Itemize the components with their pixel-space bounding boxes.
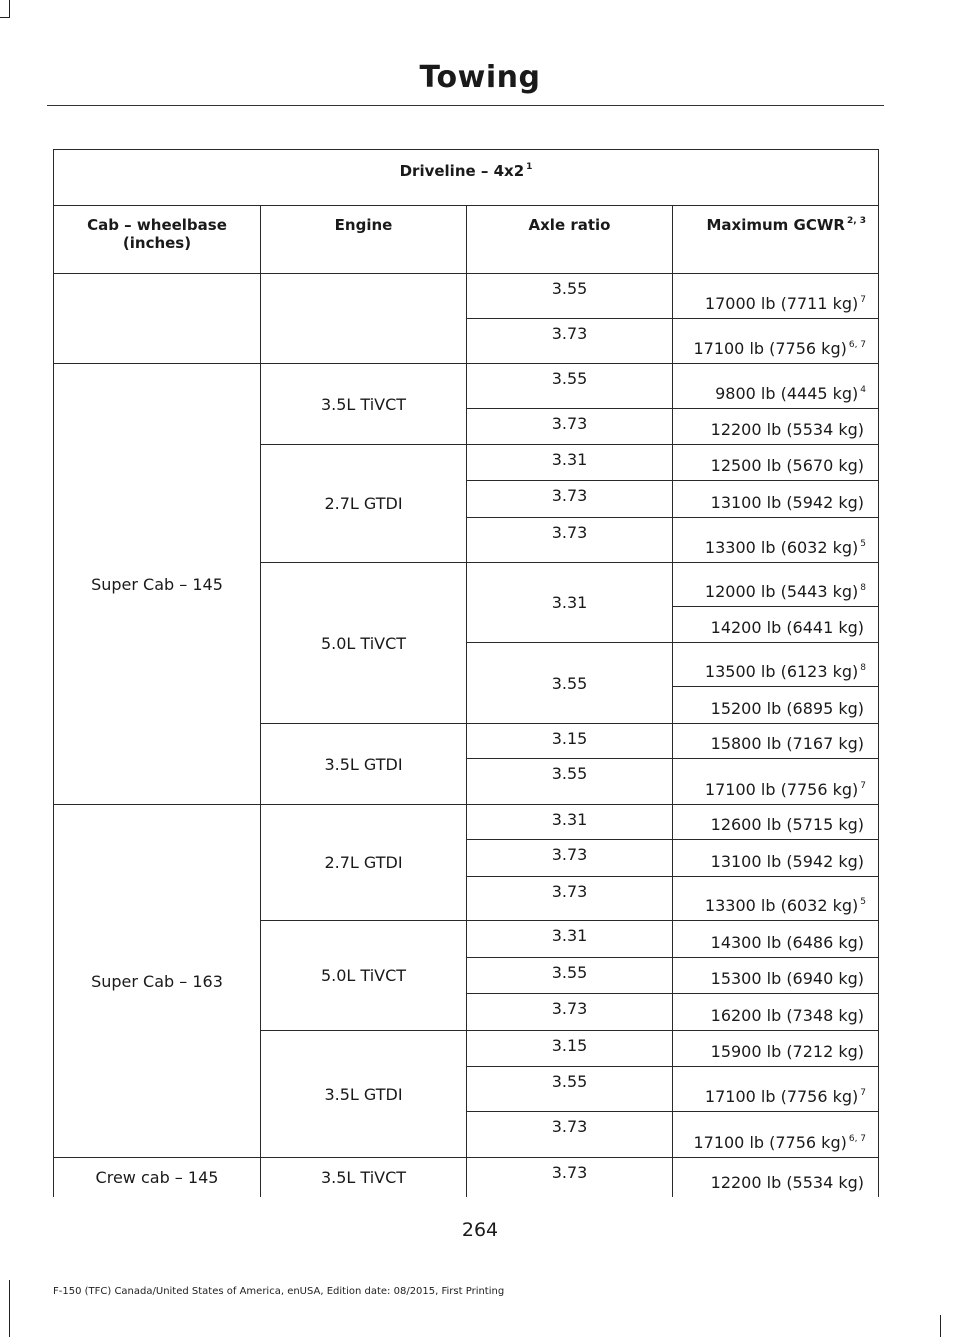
- gcwr-cell: 15200 lb (6895 kg): [673, 687, 879, 724]
- gcwr-cell: 15900 lb (7212 kg): [673, 1031, 879, 1067]
- gcwr-cell: 13300 lb (6032 kg) $^5$: [673, 518, 879, 563]
- table-row: [54, 1158, 879, 1197]
- crop-mark: [9, 1280, 10, 1337]
- column-header-cab: Cab – wheelbase (inches): [54, 206, 261, 274]
- axle-ratio-cell: 3.55: [467, 1067, 673, 1112]
- gcwr-cell: 12500 lb (5670 kg): [673, 445, 879, 481]
- engine-cell: 3.5L TiVCT: [261, 1158, 467, 1197]
- gcwr-cell: 17100 lb (7756 kg) $^{6, 7}$: [673, 1112, 879, 1158]
- gcwr-cell: 12600 lb (5715 kg): [673, 805, 879, 840]
- crop-mark: [940, 1315, 941, 1337]
- axle-ratio-cell: 3.31: [467, 921, 673, 958]
- footer-text: F-150 (TFC) Canada/United States of America, enUSA, Edition date: 08/2015, First Printing: [53, 1286, 505, 1297]
- engine-cell: 3.5L TiVCT: [261, 364, 467, 445]
- crop-mark: [9, 0, 10, 17]
- cab-cell: Crew cab – 145: [54, 1158, 261, 1197]
- table-caption: Driveline – 4x2 $^1$: [54, 150, 879, 206]
- table-row: [54, 805, 879, 840]
- cab-cell: [54, 274, 261, 364]
- axle-ratio-cell: 3.73: [467, 877, 673, 921]
- gcwr-cell: 13100 lb (5942 kg): [673, 481, 879, 518]
- column-header-engine: Engine: [261, 206, 467, 274]
- axle-ratio-cell: 3.73: [467, 518, 673, 563]
- header-row: [54, 206, 879, 274]
- axle-ratio-cell: 3.73: [467, 409, 673, 445]
- engine-cell: 3.5L GTDI: [261, 724, 467, 805]
- table-row: [54, 274, 879, 319]
- column-header-axle-ratio: Axle ratio: [467, 206, 673, 274]
- gcwr-cell: 9800 lb (4445 kg) $^4$: [673, 364, 879, 409]
- gcwr-cell: 13100 lb (5942 kg): [673, 840, 879, 877]
- gcwr-cell: 13500 lb (6123 kg) $^8$: [673, 643, 879, 687]
- page-title: Towing: [419, 60, 541, 95]
- gcwr-cell: 15300 lb (6940 kg): [673, 958, 879, 994]
- gcwr-cell: 17100 lb (7756 kg) $^7$: [673, 759, 879, 805]
- gcwr-cell: 12000 lb (5443 kg) $^8$: [673, 563, 879, 607]
- axle-ratio-cell: 3.73: [467, 481, 673, 518]
- axle-ratio-cell: 3.55: [467, 958, 673, 994]
- axle-ratio-cell: 3.73: [467, 994, 673, 1031]
- title-divider: [47, 105, 884, 106]
- engine-cell: 3.5L GTDI: [261, 1031, 467, 1158]
- axle-ratio-cell: 3.73: [467, 1158, 673, 1197]
- axle-ratio-cell: 3.31: [467, 563, 673, 643]
- engine-cell: [261, 274, 467, 364]
- gcwr-cell: 14300 lb (6486 kg): [673, 921, 879, 958]
- gcwr-cell: 16200 lb (7348 kg): [673, 994, 879, 1031]
- engine-cell: 2.7L GTDI: [261, 445, 467, 563]
- gcwr-cell: 17100 lb (7756 kg) $^7$: [673, 1067, 879, 1112]
- gcwr-cell: 15800 lb (7167 kg): [673, 724, 879, 759]
- axle-ratio-cell: 3.31: [467, 445, 673, 481]
- engine-cell: 2.7L GTDI: [261, 805, 467, 921]
- axle-ratio-cell: 3.15: [467, 724, 673, 759]
- gcwr-cell: 13300 lb (6032 kg) $^5$: [673, 877, 879, 921]
- column-header-gcwr: Maximum GCWR $^{2, 3}$: [673, 206, 879, 274]
- page-number: 264: [461, 1219, 499, 1241]
- gcwr-cell: 12200 lb (5534 kg): [673, 1158, 879, 1197]
- axle-ratio-cell: 3.73: [467, 319, 673, 364]
- gcwr-cell: 17000 lb (7711 kg) $^7$: [673, 274, 879, 319]
- crop-mark: [0, 17, 10, 18]
- axle-ratio-cell: 3.31: [467, 805, 673, 840]
- engine-cell: 5.0L TiVCT: [261, 563, 467, 724]
- cab-cell: Super Cab – 145: [54, 364, 261, 805]
- axle-ratio-cell: 3.55: [467, 364, 673, 409]
- table-row: [54, 364, 879, 409]
- axle-ratio-cell: 3.55: [467, 759, 673, 805]
- gcwr-cell: 17100 lb (7756 kg) $^{6, 7}$: [673, 319, 879, 364]
- axle-ratio-cell: 3.15: [467, 1031, 673, 1067]
- gcwr-cell: 12200 lb (5534 kg): [673, 409, 879, 445]
- axle-ratio-cell: 3.73: [467, 840, 673, 877]
- axle-ratio-cell: 3.55: [467, 274, 673, 319]
- axle-ratio-cell: 3.55: [467, 643, 673, 724]
- gcwr-table: [53, 149, 879, 1197]
- gcwr-cell: 14200 lb (6441 kg): [673, 607, 879, 643]
- cab-cell: Super Cab – 163: [54, 805, 261, 1158]
- engine-cell: 5.0L TiVCT: [261, 921, 467, 1031]
- axle-ratio-cell: 3.73: [467, 1112, 673, 1158]
